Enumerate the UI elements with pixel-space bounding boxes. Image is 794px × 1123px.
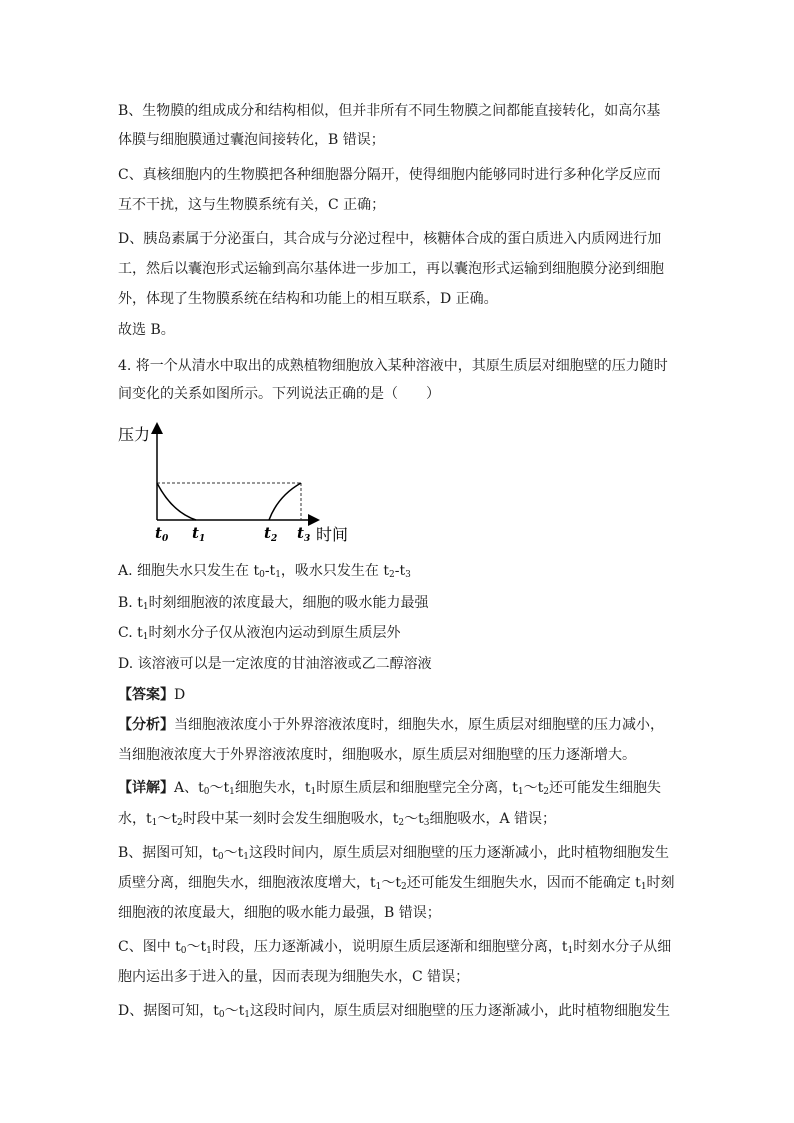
option-d: D. 该溶液可以是一定浓度的甘油溶液或乙二醇溶液: [118, 656, 432, 672]
detail-line: 【详解】A、$t_0\sim t_1$细胞失水，$t_1$时原生质层和细胞壁完全分离，$t_1\sim t_2$还可能发生细胞失: [118, 780, 661, 797]
text-line: 故选 B。: [118, 322, 175, 338]
detail-line: C、图中 $t_0\sim t_1$时段，压力逐渐减小，说明原生质层逐渐和细胞壁分离，$t_1$时刻水分子从细: [118, 939, 672, 956]
question-stem: 间变化的关系如图所示。下列说法正确的是（ ）: [118, 386, 440, 402]
question-stem: 4. 将一个从清水中取出的成熟植物细胞放入某种溶液中，其原生质层对细胞壁的压力随时: [118, 358, 668, 374]
x-axis-label: 时间: [316, 525, 349, 544]
option-a: A. 细胞失水只发生在 $t_0-t_1$，吸水只发生在 $t_2-t_3$: [118, 563, 411, 580]
analysis-line: 当细胞液浓度大于外界溶液浓度时，细胞吸水，原生质层对细胞壁的压力逐渐增大。: [118, 747, 636, 763]
pressure-decrease-curve: [157, 483, 196, 520]
text-line: 工，然后以囊泡形式运输到高尔基体进一步加工，再以囊泡形式运输到细胞膜分泌到细胞: [118, 261, 664, 277]
text-line: 外，体现了生物膜系统在结构和功能上的相互联系，D 正确。: [118, 291, 498, 307]
text-line: C、真核细胞内的生物膜把各种细胞器分隔开，使得细胞内能够同时进行多种化学反应而: [118, 167, 661, 183]
text-line: 体膜与细胞膜通过囊泡间接转化，B 错误；: [118, 132, 385, 148]
detail-line: B、据图可知，$t_0\sim t_1$这段时间内，原生质层对细胞壁的压力逐渐减小，此时植物细胞发生: [118, 845, 670, 862]
answer: 【答案】D: [118, 687, 186, 703]
pressure-increase-curve: [269, 483, 301, 520]
text-line: 互不干扰，这与生物膜系统有关，C 正确；: [118, 197, 386, 213]
pressure-time-graph: [118, 420, 368, 550]
analysis-line: 【分析】当细胞液浓度小于外界溶液浓度时，细胞失水，原生质层对细胞壁的压力减小，: [118, 717, 664, 733]
tick-t2: $t_2$: [264, 524, 278, 544]
option-c: C. $t_1$时刻水分子仅从液泡内运动到原生质层外: [118, 625, 401, 642]
option-b: B. $t_1$时刻细胞液的浓度最大，细胞的吸水能力最强: [118, 595, 429, 612]
tick-t0: $t_0$: [155, 524, 169, 544]
detail-line: 细胞液的浓度最大，细胞的吸水能力最强，B 错误；: [118, 905, 441, 921]
y-axis-label: 压力: [118, 425, 151, 444]
detail-line: 胞内运出多于进入的量，因而表现为细胞失水，C 错误；: [118, 969, 470, 985]
detail-line: D、据图可知，$t_0\sim t_1$这段时间内，原生质层对细胞壁的压力逐渐减小，此时植物细胞发生: [118, 1003, 670, 1020]
tick-t3: $t_3$: [297, 524, 311, 544]
text-line: D、胰岛素属于分泌蛋白，其合成与分泌过程中，核糖体合成的蛋白质进入内质网进行加: [118, 231, 662, 247]
text-line: B、生物膜的组成成分和结构相似，但并非所有不同生物膜之间都能直接转化，如高尔基: [118, 103, 661, 119]
detail-line: 水，$t_1\sim t_2$时段中某一刻时会发生细胞吸水，$t_2\sim t_3$细胞吸水，A 错误；: [118, 811, 557, 828]
detail-line: 质壁分离，细胞失水，细胞液浓度增大，$t_1\sim t_2$还可能发生细胞失水，因而不能确定 $t_1$时刻: [118, 875, 675, 892]
tick-t1: $t_1$: [192, 524, 206, 544]
